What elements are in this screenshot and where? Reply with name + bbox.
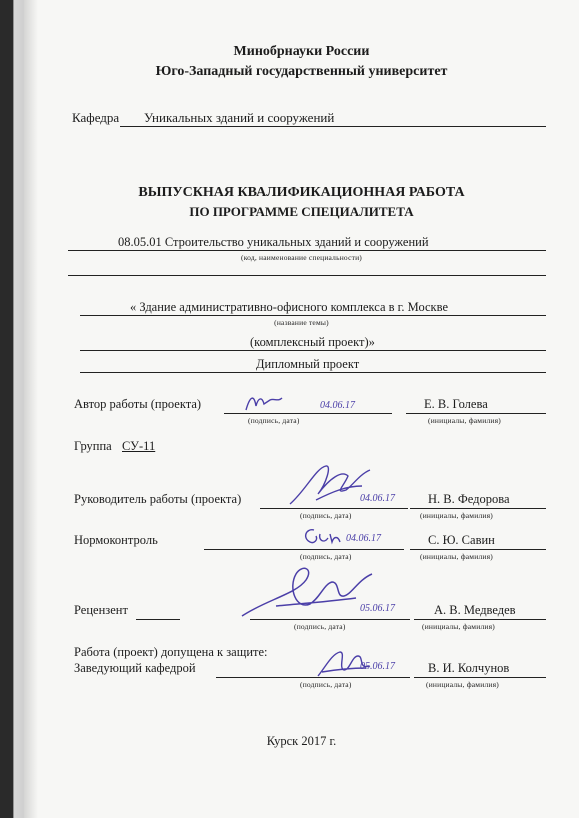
reviewer-name-line [414, 619, 546, 620]
normcontrol-date: 04.06.17 [346, 533, 381, 544]
work-title-line1: ВЫПУСКНАЯ КВАЛИФИКАЦИОННАЯ РАБОТА [138, 185, 465, 200]
specialty-underline [68, 250, 546, 251]
author-name-caption: (инициалы, фамилия) [428, 416, 501, 425]
reviewer-date: 05.06.17 [360, 603, 395, 614]
supervisor-date: 04.06.17 [360, 493, 395, 504]
specialty-underline-2 [68, 275, 546, 276]
reviewer-label: Рецензент [74, 603, 128, 617]
group-label: Группа [74, 439, 112, 453]
author-label: Автор работы (проекта) [74, 397, 202, 411]
reviewer-line-left [136, 619, 180, 620]
head-label: Заведующий кафедрой [74, 661, 196, 675]
supervisor-label: Руководитель работы (проекта) [74, 492, 242, 506]
supervisor-signature [286, 460, 376, 515]
topic-value: « Здание административно-офисного комплекса в г. Москве [130, 300, 449, 314]
normcontrol-name: С. Ю. Савин [428, 533, 495, 547]
reviewer-sign-caption: (подпись, дата) [294, 622, 346, 631]
topic-underline [80, 315, 546, 316]
department-value: Уникальных зданий и сооружений [144, 110, 335, 125]
topic-complex: (комплексный проект)» [250, 335, 375, 349]
normcontrol-signature [300, 524, 344, 553]
head-sign-caption: (подпись, дата) [300, 680, 352, 689]
reviewer-name-caption: (инициалы, фамилия) [422, 622, 495, 631]
work-title-line2: ПО ПРОГРАММЕ СПЕЦИАЛИТЕТА [189, 204, 414, 219]
work-kind-underline [80, 372, 546, 373]
supervisor-name-caption: (инициалы, фамилия) [420, 511, 493, 520]
university-heading: Юго-Западный государственный университет [155, 64, 448, 79]
normcontrol-sign-caption: (подпись, дата) [300, 552, 352, 561]
supervisor-name-line [410, 508, 546, 509]
head-sign-line [216, 677, 410, 678]
author-signature [244, 392, 284, 419]
normcontrol-label: Нормоконтроль [74, 533, 158, 547]
work-kind: Дипломный проект [256, 357, 360, 371]
author-name-line [406, 413, 546, 414]
title-page [24, 0, 579, 818]
ministry-heading: Минобрнауки России [233, 44, 370, 59]
reviewer-signature [236, 560, 376, 631]
normcontrol-name-caption: (инициалы, фамилия) [420, 552, 493, 561]
normcontrol-name-line [410, 549, 546, 550]
author-name: Е. В. Голева [424, 397, 488, 411]
head-name-caption: (инициалы, фамилия) [426, 680, 499, 689]
head-date: 05.06.17 [360, 661, 395, 672]
author-date: 04.06.17 [320, 400, 355, 411]
specialty-caption: (код, наименование специальности) [241, 253, 362, 262]
reviewer-name: А. В. Медведев [434, 603, 516, 617]
scan-shadow [24, 0, 38, 818]
specialty-value: 08.05.01 Строительство уникальных зданий и сооружений [118, 235, 429, 249]
city-year: Курск 2017 г. [266, 734, 337, 748]
group-value: СУ-11 [122, 439, 156, 453]
supervisor-sign-caption: (подпись, дата) [300, 511, 352, 520]
topic-complex-underline [80, 350, 546, 351]
department-label: Кафедра [72, 110, 120, 125]
head-name-line [414, 677, 546, 678]
scan-binding-edge [0, 0, 24, 818]
author-sign-caption: (подпись, дата) [248, 416, 300, 425]
department-underline [120, 126, 546, 127]
topic-caption: (название темы) [274, 318, 329, 327]
admission-label: Работа (проект) допущена к защите: [74, 645, 268, 659]
head-name: В. И. Колчунов [428, 661, 510, 675]
supervisor-name: Н. В. Федорова [428, 492, 510, 506]
